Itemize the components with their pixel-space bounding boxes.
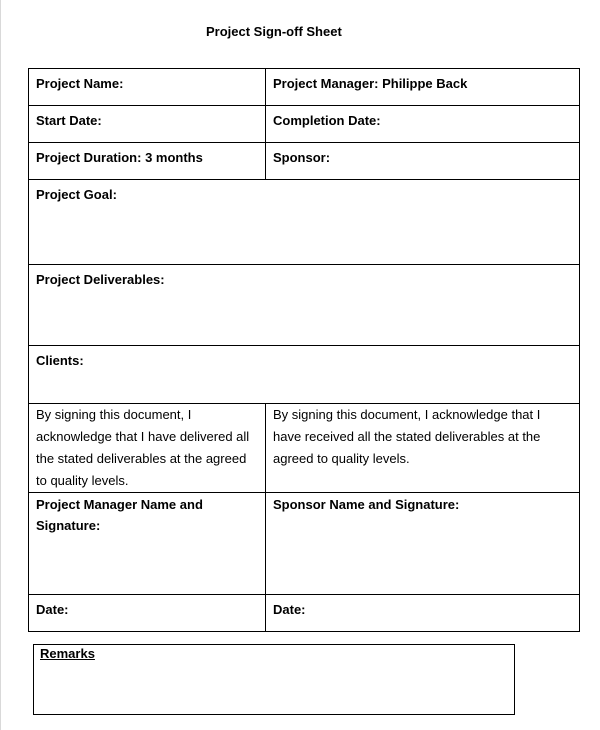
table-row (29, 404, 580, 493)
remarks-box[interactable] (33, 644, 515, 715)
table-row (29, 143, 580, 180)
project-goal-field[interactable]: Project Goal: (29, 180, 580, 265)
table-row (29, 346, 580, 404)
table-row (29, 493, 580, 595)
date-left-field[interactable]: Date: (29, 595, 266, 632)
page-edge (0, 0, 1, 730)
table-row (29, 180, 580, 265)
sponsor-acknowledgement-text: By signing this document, I acknowledge that I have received all the stated deliverables at the agreed to quality levels. (266, 404, 580, 493)
completion-date-field[interactable]: Completion Date: (266, 106, 580, 143)
signoff-table (28, 68, 580, 632)
clients-field[interactable]: Clients: (29, 346, 580, 404)
pm-signature-field[interactable]: Project Manager Name and Signature: (29, 493, 266, 595)
start-date-field[interactable]: Start Date: (29, 106, 266, 143)
sponsor-field[interactable]: Sponsor: (266, 143, 580, 180)
table-row (29, 265, 580, 346)
date-right-field[interactable]: Date: (266, 595, 580, 632)
project-deliverables-field[interactable]: Project Deliverables: (29, 265, 580, 346)
project-duration-field[interactable]: Project Duration: 3 months (29, 143, 266, 180)
manager-acknowledgement-text: By signing this document, I acknowledge that I have delivered all the stated deliverables at the agreed to quality levels. (29, 404, 266, 493)
table-row (29, 106, 580, 143)
project-name-field[interactable]: Project Name: (29, 69, 266, 106)
page-title: Project Sign-off Sheet (206, 24, 342, 39)
table-row (29, 595, 580, 632)
project-manager-field[interactable]: Project Manager: Philippe Back (266, 69, 580, 106)
sponsor-signature-field[interactable]: Sponsor Name and Signature: (266, 493, 580, 595)
table-row (29, 69, 580, 106)
remarks-label: Remarks (40, 646, 95, 661)
